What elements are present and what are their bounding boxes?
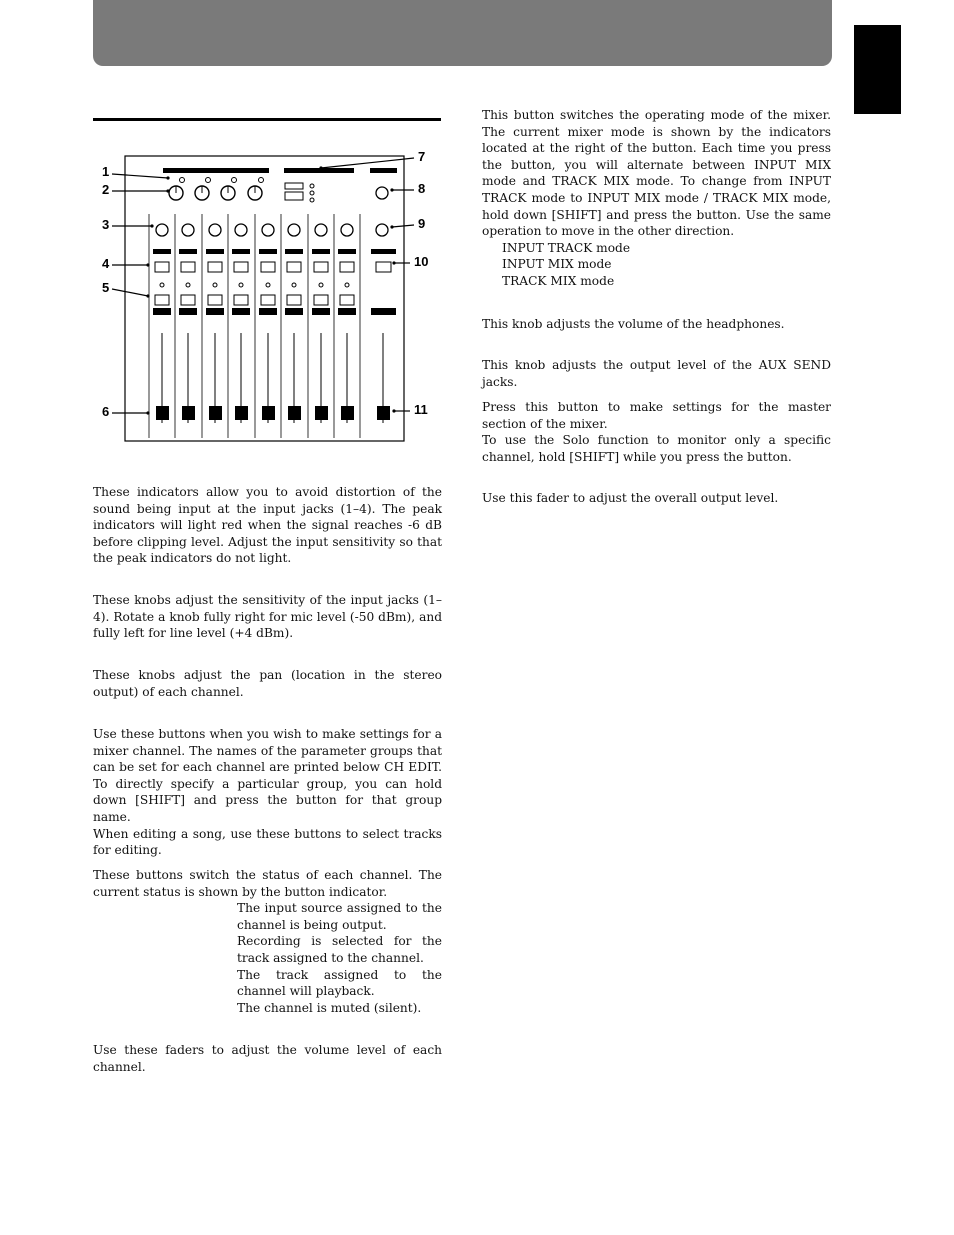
pan-knob <box>235 224 247 236</box>
ch-edit-text-1: Use these buttons when you wish to make settings for a mixer channel. The names of the parameter groups that can be set for each channel are printed below CH EDIT. To directly specify a particular group, you can hold down [SHIFT] and press the button for that group name. <box>93 727 442 824</box>
ch-edit-button <box>208 262 222 272</box>
status-button <box>261 295 275 305</box>
ch-edit-button <box>314 262 328 272</box>
ch-edit-description <box>93 726 442 859</box>
mode-input-track: INPUT TRACK mode <box>502 240 631 255</box>
ch-edit-label <box>206 249 224 254</box>
mixer-panel-outline <box>125 156 404 441</box>
aux-description: This knob adjusts the output level of the AUX SEND jacks. <box>482 358 831 389</box>
pan-knob <box>209 224 221 236</box>
status-button <box>287 295 301 305</box>
callout-5: 5 <box>102 280 110 295</box>
status-play: The track assigned to the channel will playback. <box>237 967 442 999</box>
pan-knobs <box>156 224 353 236</box>
callout-arrow-head <box>146 294 149 297</box>
status-button <box>340 295 354 305</box>
callout-arrow-head <box>166 189 169 192</box>
callout-8: 8 <box>418 181 426 196</box>
ch-edit-label <box>179 249 197 254</box>
status-button <box>234 295 248 305</box>
channel-label <box>153 308 171 315</box>
status-button <box>155 295 169 305</box>
trim-knobs <box>169 186 262 200</box>
callout-arrow-head <box>166 176 169 179</box>
ch-edit-button <box>287 262 301 272</box>
callout-arrow <box>112 174 168 178</box>
status-led <box>292 283 296 287</box>
trim-description: These knobs adjust the sensitivity of the input jacks (1–4). Rotate a knob fully right for mic level (-50 dBm), and fully left for line level (+4 dBm). <box>93 593 442 641</box>
status-button <box>314 295 328 305</box>
callout-arrow <box>112 289 148 296</box>
ch-edit-button <box>181 262 195 272</box>
status-input: The input source assigned to the channel is being output. <box>237 901 442 932</box>
callout-11: 11 <box>414 402 428 417</box>
status-led <box>160 283 164 287</box>
mode-track-mix: TRACK MIX mode <box>502 273 615 288</box>
callout-arrow-head <box>390 188 393 191</box>
peak-label-bar <box>163 168 269 173</box>
ch-edit-label <box>153 249 171 254</box>
peak-description: These indicators allow you to avoid distortion of the sound being input at the input jacks (1–4). The peak indicators will light red when the signal reaches -6 dB before clipping level. Adjust the input sensitivity so that the peak indicators do not light. <box>93 485 442 566</box>
callout-arrow-head <box>150 224 153 227</box>
fader-cap <box>182 406 195 420</box>
peak-led <box>259 178 264 183</box>
status-led <box>213 283 217 287</box>
fader-cap <box>262 406 275 420</box>
ch-edit-label <box>259 249 277 254</box>
pan-knob <box>341 224 353 236</box>
master-description <box>482 399 831 465</box>
fader-cap <box>288 406 301 420</box>
master-text-2: To use the Solo function to monitor only a specific channel, hold [SHIFT] while you press the button. <box>482 433 831 464</box>
pan-knob <box>182 224 194 236</box>
channel-label <box>285 308 303 315</box>
channel-label <box>206 308 224 315</box>
peak-indicators <box>180 178 264 183</box>
peak-led <box>232 178 237 183</box>
master-fader <box>377 333 390 423</box>
pan-knob <box>156 224 168 236</box>
ch-edit-label <box>285 249 303 254</box>
ch-edit-button <box>340 262 354 272</box>
peak-led <box>180 178 185 183</box>
callout-2: 2 <box>102 182 110 197</box>
status-rec: Recording is selected for the track assigned to the channel. <box>237 934 442 965</box>
callout-3: 3 <box>102 217 110 232</box>
peak-led <box>206 178 211 183</box>
fader-cap <box>315 406 328 420</box>
section-rule <box>93 118 441 121</box>
ch-edit-button <box>234 262 248 272</box>
master-fader-description: Use this fader to adjust the overall output level. <box>482 491 779 505</box>
pan-knob <box>288 224 300 236</box>
side-tab <box>854 25 901 114</box>
status-intro: These buttons switch the status of each channel. The current status is shown by the button indicator. <box>93 868 442 899</box>
status-description <box>93 867 442 1016</box>
status-led <box>239 283 243 287</box>
callout-arrow-head <box>146 411 149 414</box>
status-led <box>319 283 323 287</box>
mixer-diagram <box>96 148 446 448</box>
ch-edit-button <box>155 262 169 272</box>
callout-7: 7 <box>418 149 426 164</box>
ch-edit-label <box>232 249 250 254</box>
channel-label <box>232 308 250 315</box>
fader-cap <box>156 406 169 420</box>
status-button <box>181 295 195 305</box>
callout-10: 10 <box>414 254 429 269</box>
callout-9: 9 <box>418 216 426 231</box>
callout-6: 6 <box>102 404 110 419</box>
mode-label-bar <box>284 168 354 173</box>
pan-knob <box>315 224 327 236</box>
mixer-mode-button <box>285 183 314 202</box>
status-mute: The channel is muted (silent). <box>237 1000 422 1015</box>
aux-knob <box>376 224 388 236</box>
channel-label <box>312 308 330 315</box>
callout-arrow <box>392 225 414 227</box>
phones-knob <box>376 187 388 199</box>
header-bar <box>93 0 832 66</box>
phones-label-bar <box>370 168 397 173</box>
channel-label <box>179 308 197 315</box>
master-text-1: Press this button to make settings for the master section of the mixer. <box>482 400 831 431</box>
mixer-mode-description <box>482 107 831 290</box>
status-led <box>266 283 270 287</box>
callout-arrow-head <box>392 261 395 264</box>
fader-cap <box>341 406 354 420</box>
channel-label <box>338 308 356 315</box>
ch-edit-text-2: When editing a song, use these buttons to select tracks for editing. <box>93 826 442 858</box>
callout-1: 1 <box>102 164 110 179</box>
callout-arrow-head <box>146 263 149 266</box>
mixer-mode-text: This button switches the operating mode of the mixer. The current mixer mode is shown by the indicators located at the right of the button. Each time you press the button, you will alternate between INPUT MIX mode and TRACK MIX mode. To change from INPUT TRACK mode to INPUT MIX mode / TRACK MIX mode, hold down [SHIFT] and press the button. Use the same operation to move in the other direction. <box>482 108 831 239</box>
status-led <box>186 283 190 287</box>
fader-cap <box>235 406 248 420</box>
ch-edit-button <box>261 262 275 272</box>
channel-strips <box>149 214 360 438</box>
ch-edit-label <box>312 249 330 254</box>
callout-arrow-head <box>319 166 322 169</box>
status-button <box>208 295 222 305</box>
callout-arrow <box>321 158 414 168</box>
ch-edit-label <box>338 249 356 254</box>
callout-labels <box>102 149 428 419</box>
callout-arrow-head <box>390 225 393 228</box>
pan-knob <box>262 224 274 236</box>
pan-description: These knobs adjust the pan (location in the stereo output) of each channel. <box>93 668 442 699</box>
master-button <box>371 249 396 315</box>
fader-description: Use these faders to adjust the volume level of each channel. <box>93 1043 442 1074</box>
callout-arrow-head <box>392 409 395 412</box>
mode-input-mix: INPUT MIX mode <box>502 257 612 272</box>
phones-description: This knob adjusts the volume of the headphones. <box>482 317 785 331</box>
fader-cap <box>209 406 222 420</box>
status-led <box>345 283 349 287</box>
channel-label <box>259 308 277 315</box>
callout-4: 4 <box>102 256 110 271</box>
